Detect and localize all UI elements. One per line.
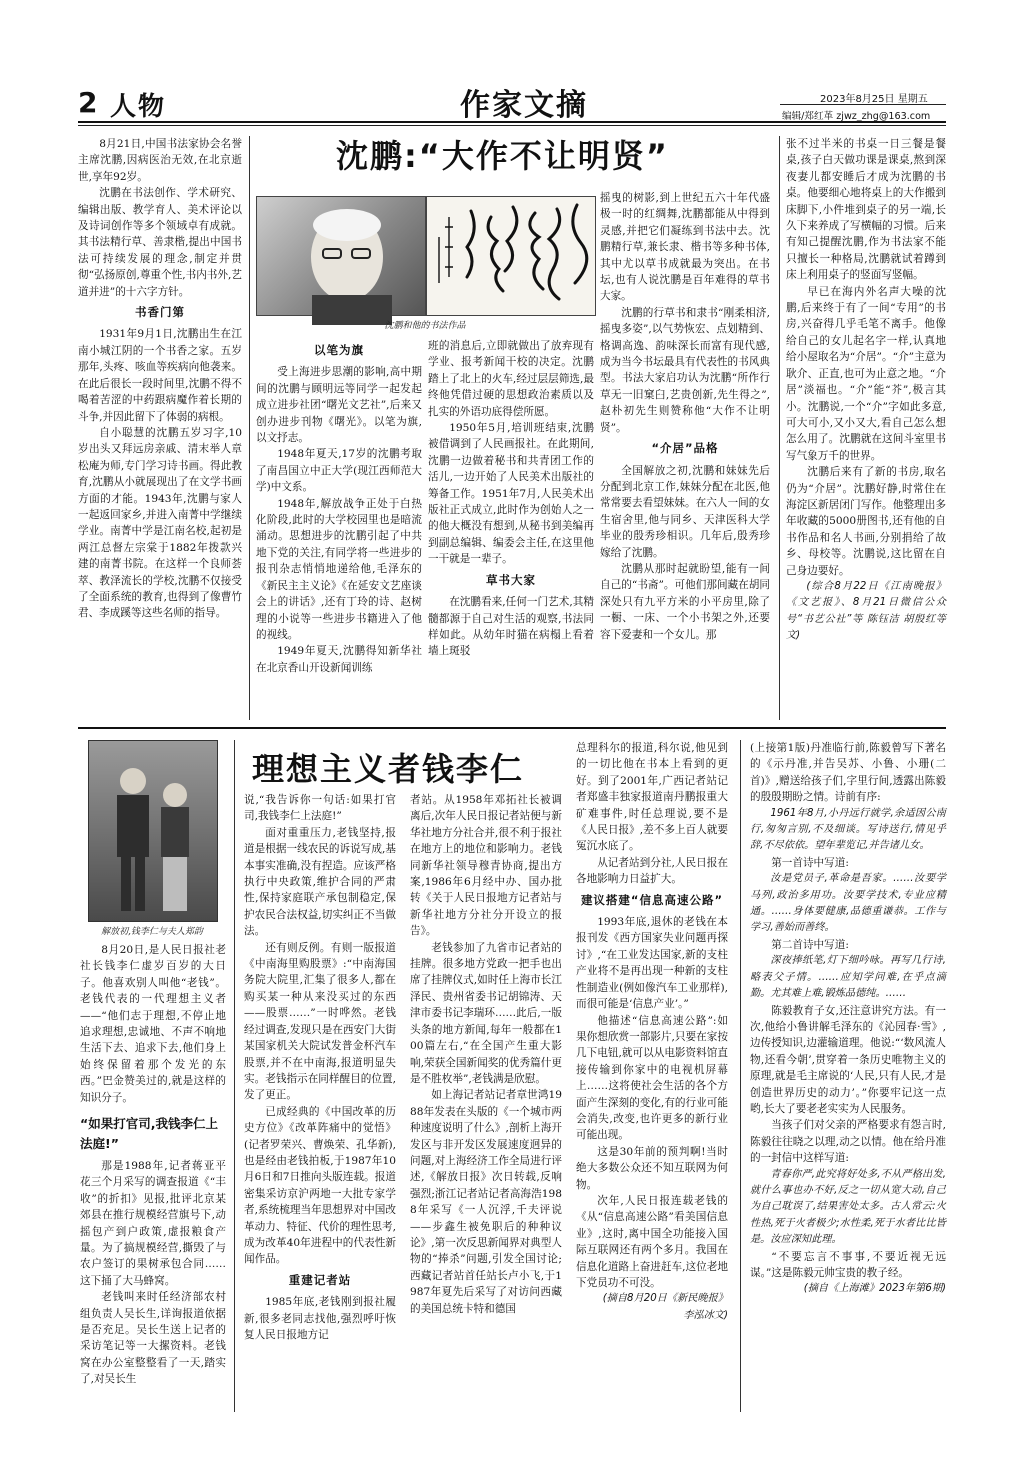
paragraph: 1985年底,老钱刚到报社履新,很多老同志找他,强烈呼吁恢复人民日报地方记	[244, 1296, 396, 1341]
paragraph: 1949年夏天,沈鹏得知新华社在北京香山开设新闻训练	[256, 645, 422, 674]
header-rule	[78, 121, 946, 123]
article2-column-4	[576, 740, 728, 1404]
couple-photo-illustration	[89, 741, 217, 921]
article2-photo	[88, 740, 218, 922]
paragraph: 自小聪慧的沈鹏五岁习字,10岁出头又拜远房亲戚、清末举人章松庵为师,专门学习诗书画。得此教育,沈鹏从小就展现出了在文学书画方面的才能。1943年,沈鹏与家人一起返回家乡,并进入南菁中学继续学业。南菁中学是江南名校,起初是两江总督左宗棠于1882年拨款兴建的南菁书院。在这样一个良师荟萃、教泽流长的学校,沈鹏不仅接受了全面系统的教育,也得到了像曹竹君、李成蹊等这些名师的指导。	[78, 426, 242, 620]
paragraph: 1993年底,退休的老钱在本报刊发《西方国家失业问题再探讨》,“在工业发达国家,新的支柱产业将不是再出现一种新的支柱性制造业(例如像汽车工业那样),而很可能是‘信息产业’。”	[576, 916, 728, 1011]
paragraph: 1948年夏天,17岁的沈鹏考取了南昌国立中正大学(现江西师范大学)中文系。	[256, 448, 422, 494]
paragraph: 全国解放之初,沈鹏和妹妹先后分配到北京工作,妹妹分配在北医,他常常要去看望妹妹。在六人一间的女生宿舍里,他与同乡、天津医科大学毕业的殷秀珍相识。几年后,殷秀珍嫁给了沈鹏。	[600, 464, 770, 559]
letter-quote: 青春你严,此究将好处多,不从严格出发,就什么事也办不好,反之一切从宽大动,自己为自己耽误了,结果害处太多。古人常云:火性热,死于火者极少;水性柔,死于水者比比皆是。汝应深知此理。	[750, 1168, 946, 1246]
column-rule	[249, 136, 250, 720]
paragraph: 在沈鹏看来,任何一门艺术,其精髓都源于自己对生活的观察,书法同样如此。从幼年时猫在病榻上看着墙上斑驳	[428, 596, 594, 658]
article1-photo	[256, 196, 426, 316]
subhead-jizhezhan: 重建记者站	[288, 1272, 352, 1287]
article1-column-3	[428, 338, 594, 720]
subhead-caoshu: 草书大家	[486, 572, 536, 587]
article2-column-3	[410, 792, 562, 1404]
paragraph: 从记者站到分社,人民日报在各地影响力日益扩大。	[576, 856, 728, 886]
paragraph: 说,“我告诉你一句话:如果打官司,我钱李仁上法庭!”	[244, 794, 396, 823]
paragraph: 1950年5月,培训班结束,沈鹏被借调到了人民画报社。在此期间,沈鹏一边做着秘书和共青团工作的活儿,一边开始了人民美术出版社的筹备工作。1951年7月,人民美术出版社正式成立,此时作为创始人之一的他大概没有想到,从秘书到美编再到副总编辑、编委会主任,在这里他一干就是一辈子。	[428, 422, 594, 566]
subhead-jieju: “介居”品格	[651, 441, 719, 456]
paragraph: 8月20日,是人民日报社老社长钱李仁虚岁百岁的大日子。他喜欢别人叫他“老钱”。老钱代表的一代理想主义者——“他们志于理想,不停止地追求理想,忠诚地、不声不响地生活下去、追求下去,他们身上始终保留着那个发光的东西。”巴金赞美过的,就是这样的知识分子。	[80, 944, 226, 1104]
paragraph: 1931年9月1日,沈鹏出生在江南小城江阴的一个书香之家。五岁那年,头疼、咳血等疾病向他袭来。在此后很长一段时间里,沈鹏不得不喝着苦涩的中药跟病魔作着长期的斗争,并因此留下了体弱的病根。	[78, 328, 242, 423]
article2-column-2	[244, 792, 396, 1404]
article2-column-5	[750, 740, 946, 1412]
second-poem: 深夜捧纸笔,灯下细吟咏。再写几行诗,略表父子情。……应知学问难,在乎点滴勤。尤其难上难,锻炼品德纯。……	[750, 955, 946, 1000]
calligraphy-artwork	[427, 197, 595, 315]
paragraph: 沈鹏的行草书和隶书“刚柔相济,摇曳多姿”,以气势恢宏、点划精到、格调高逸、韵味深长而富有现代感,成为当今书坛最具有代表性的书风典型。书法大家启功认为沈鹏“所作行草无一旧窠臼,艺贵创新,先生得之”,赵朴初先生则赞称他“大作不让明贤”。	[600, 306, 770, 434]
article2-column-1b	[80, 1158, 226, 1402]
paragraph: 这是30年前的预判啊!当时绝大多数公众还不知互联网为何物。	[576, 1145, 728, 1191]
article1-column-4	[600, 190, 770, 720]
paragraph: 第二首诗中写道:	[771, 938, 849, 951]
column-rule	[740, 740, 741, 1412]
paragraph: 摇曳的树影,到上世纪五六十年代盛极一时的红绸舞,沈鹏都能从中得到灵感,并把它们凝练到书法中去。沈鹏精行草,兼长隶、楷书等多种书体,其中尤以草书成就最为突出。在书坛,也有人说沈鹏是百年难得的草书大家。	[600, 192, 770, 303]
intro-paragraph: 8月21日,中国书法家协会名誉主席沈鹏,因病医治无效,在北京逝世,享年92岁。	[78, 138, 242, 183]
paragraph: 者站。从1958年邓拓社长被调离后,次年人民日报记者站便与新华社地方分社合并,很不利于报社在地方上的地位和影响力。老钱同新华社领导穆青协商,提出方案,1986年6月经中办、国办批转《关于人民日报地方记者站与新华社地方分社分开设立的报告》。	[410, 794, 562, 938]
paragraph: 已成经典的《中国改革的历史方位》《改革阵痛中的觉悟》(记者罗荣兴、曹焕荣、孔华新),也是经由老钱拍板,于1987年10月6日和7日推向头版连载。报道密集采访京沪两地一大批专家学者,系统梳理当年思想界对中国改革动力、特征、代价的理性思考,成为改革40年进程中的代表性新闻作品。	[244, 1105, 396, 1266]
source-note: (综合8月22日《江南晚报》《文艺报》、8月21日微信公众号“书艺公社”等 陈钰洁 胡殷红等文)	[786, 580, 946, 642]
column-rule	[779, 136, 780, 720]
article2-column-1	[80, 942, 226, 1104]
article1-title: 沈鹏:“大作不让明贤”	[336, 137, 669, 175]
article1-column-5	[786, 136, 946, 720]
paragraph: 面对重重压力,老钱坚持,报道是根据一线农民的诉说写成,基本事实准确,没有捏造。应该严格执行中央政策,维护合同的严肃性,保持家庭联产承包制稳定,保护农民合法权益,切实纠正不当做法。	[244, 826, 396, 938]
issue-date: 2023年8月25日 星期五	[820, 94, 928, 105]
article2-photo-caption: 解放初,钱李仁与夫人郑韵	[101, 927, 203, 937]
paragraph: 他描述“信息高速公路”:如果你想欣赏一部影片,只要在家按几下电钮,就可以从电影资料馆直接传输到你家中的电视机屏幕上……这将使社会生活的各个方面产生深刻的变化,有的行业可能会消失,改变,也许更多的新行业可能出现。	[576, 1014, 728, 1142]
first-poem: 汝是党员子,革命是吾家。……汝要学马列,政治多用功。汝要学技术,专业应精通。……身体要健康,品德重谦恭。工作与学习,善始而善终。	[750, 873, 946, 934]
article1-column-2	[256, 338, 422, 720]
paragraph: 老钱参加了九省市记者站的挂牌。很多地方党政一把手也出席了挂牌仪式,如时任上海市长江泽民、贵州省委书记胡锦涛、天津市委书记李瑞环……此后,一版头条的地方新闻,每年一般都在100篇左右,“在全国产生重大影响,荣获全国新闻奖的优秀篇什更是不胜枚举”,老钱满是欣慰。	[410, 941, 562, 1085]
paragraph: 受上海进步思潮的影响,高中期间的沈鹏与顾明远等同学一起发起成立进步社团“曙光文艺社”,后来又创办进步刊物《曙光》。以笔为旗,以文抒志。	[256, 366, 422, 445]
header-rule-thin	[78, 125, 946, 126]
intro-paragraph: 沈鹏在书法创作、学术研究、编辑出版、教学育人、美术评论以及诗词创作等多个领域卓有成就。其书法精行草、善隶楷,提出中国书法可持续发展的理念,制定并贯彻“弘扬原创,尊重个性,书内书外,艺道并进”的十六字方针。	[78, 187, 242, 298]
poem-preface: 1961年8月,小丹远行就学,余适因公南行,匆匆言别,不及细谈。写诗送行,情见乎辞,不尽依依。望年辈览记,并告诸儿女。	[750, 807, 946, 852]
article-separator	[78, 727, 946, 729]
source-note: (摘自《上海滩》2023年第6期)	[803, 1283, 946, 1295]
paragraph: 1948年,解放战争正处于白热化阶段,此时的大学校园里也是暗流涌动。思想进步的沈鹏引起了中共地下党的关注,有同学将一些进步的报刊杂志悄悄地递给他,毛泽东的《新民主主义论》《在延安文艺座谈会上的讲话》,还有丁玲的诗、赵树理的小说等一些进步书籍进入了他的视线。	[256, 497, 422, 641]
paragraph: 总理科尔的报道,科尔说,他见到的一切比他在书本上看到的更好。到了2001年,广西记者站记者郑盛丰独家报道南丹鹏报重大矿难事件,时任总理说,要不是《人民日报》,差不多上百人就要冤沉水底了。	[576, 742, 728, 853]
paragraph: (上接第1版)丹准临行前,陈毅曾写下著名的《示丹准,并告吴苏、小鲁、小珊(二首)》,赠送给孩子们,字里行间,透露出陈毅的殷殷期盼之情。诗前有序:	[750, 742, 946, 804]
paragraph: 第一首诗中写道:	[771, 856, 849, 869]
paragraph: 当孩子们对父亲的严格要求有怨言时,陈毅往往晓之以理,动之以情。他在给丹准的一封信中这样写道:	[750, 1119, 946, 1165]
article1-photo-caption: 沈鹏和他的书法作品	[384, 321, 466, 331]
paragraph: 沈鹏后来有了新的书房,取名仍为“介居”。沈鹏好静,时常住在海淀区新居闭门写作。他整理出多年收藏的5000册图书,还有他的自书作品和名人书画,分别捐给了故乡、母校等。沈鹏说,这比留在自己身边要好。	[786, 466, 946, 577]
paragraph: 陈毅教育子女,还注意讲究方法。有一次,他给小鲁讲解毛泽东的《沁园春·雪》,边传授知识,边灌输道理。他说:“‘数风流人物,还看今朝’,贯穿着一条历史唯物主义的原理,就是毛主席说的‘人民,只有人民,才是创造世界历史的动力’。”你要牢记这一点哟,长大了要老老实实为人民服务。	[750, 1004, 946, 1115]
article1-calligraphy	[426, 196, 596, 316]
paragraph: 那是1988年,记者蒋亚平花三个月采写的调查报道《“丰收”的折扣》见报,批评北京某郊县在推行规模经营旗号下,动摇包产到户政策,虚报粮食产量。为了搞规模经营,撕毁了与农户签订的果树承包合同……这下捅了大马蜂窝。	[80, 1160, 226, 1287]
masthead: 作家文摘	[460, 88, 588, 123]
header-small-rule	[780, 104, 946, 105]
paragraph: 如上海记者站记者章世鸿1988年发表在头版的《一个城市两种速度说明了什么》,剖析上海开发区与非开发区发展速度迥异的问题,对上海经济工作全局进行评述,《解放日报》次日转载,反响强烈;浙江记者站记者高海浩1988年采写《一人沉浮,千夫评说——步鑫生被免职后的种种议论》,第一次反思新闻界对典型人物的“捧杀”问题,引发全国讨论;西藏记者站首任站长卢小飞,于1987年夏先后采写了对访问西藏的美国总统卡特和德国	[410, 1089, 562, 1315]
paragraph: 沈鹏从那时起就盼望,能有一间自己的“书斋”。可他们那间藏在胡同深处只有九平方米的小平房里,除了一橱、一床、一个小书架之外,还要容下爱妻和一个女儿。那	[600, 562, 770, 641]
paragraph: 张不过半米的书桌一日三餐是餐桌,孩子白天做功课是课桌,熬到深夜妻儿都安睡后才成为沈鹏的书桌。他要细心地将桌上的大作搬到床脚下,小件堆到桌子的另一端,长久下来养成了写横幅的习惯。后来有知己提醒沈鹏,作为书法家不能只擅长一种格局,沈鹏就试着蹲到床上利用桌子的竖面写竖幅。	[786, 138, 946, 282]
article2-title: 理想主义者钱李仁	[252, 750, 525, 788]
paragraph: 次年,人民日报连载老钱的《从“信息高速公路”看美国信息业》,这时,离中国全功能接入国际互联网还有两个多月。我国在信息化道路上奋进赶车,这位老地下党员功不可没。	[576, 1194, 728, 1289]
section-name: 人物	[110, 92, 167, 122]
paragraph: 班的消息后,立即就做出了放弃现有学业、报考新闻干校的决定。沈鹏踏上了北上的火车,经过层层筛选,最终他凭借过硬的思想政治素质以及扎实的外语功底得偿所愿。	[428, 340, 594, 418]
paragraph: 老钱叫来时任经济部农村组负责人吴长生,详询报道依据是否充足。吴长生送上记者的采访笔记等一大摞资料。老钱窝在办公室整整看了一天,踏实了,对吴长生	[80, 1291, 226, 1386]
article1-column-1	[78, 136, 242, 720]
pull-quote: “如果打官司,我钱李仁上法庭!”	[80, 1116, 218, 1151]
subhead-xinxi: 建议搭建“信息高速公路”	[580, 892, 724, 907]
editor-line: 编辑/郑红革 zjwz_zhg@163.com	[782, 111, 931, 122]
paragraph: 还有则反例。有则一版报道《中南海里购股票》:“中南海国务院大院里,汇集了很多人,都在购买某一种从来没买过的东西——股票……”一时哗然。老钱经过调查,发现只是在西安门大街某国家机关大院试发普金杯汽车股票,并不在中南海,报道明显失实。老钱指示在同样醒目的位置,发了更正。	[244, 941, 396, 1102]
subhead-shuxiang: 书香门第	[135, 305, 185, 320]
paragraph: “不要忘言不事事,不要近视无远谋。”这是陈毅元帅宝贵的教子经。	[750, 1250, 946, 1279]
portrait-illustration	[257, 197, 425, 315]
subhead-yibiweiqi: 以笔为旗	[314, 343, 364, 357]
paragraph: 早已在海内外名声大噪的沈鹏,后来终于有了一间“专用”的书房,兴奋得几乎毛笔不离手。他像给自己的女儿起名字一样,认真地给小屋取名为“介居”。“介”主意为耿介、正直,也可为止意之地。“介居”淡福也。“介”能“芥”,极言其小。沈鹏说,一个“介”字如此多意,可大可小,又小又大,看自己怎么想怎么用了。沈鹏就在这间斗室里书写气象万千的世界。	[786, 285, 946, 462]
source-note: (摘自8月20日《新民晚报》李泓冰文)	[602, 1293, 728, 1321]
page-number: 2	[78, 86, 98, 119]
column-rule	[234, 740, 235, 1412]
